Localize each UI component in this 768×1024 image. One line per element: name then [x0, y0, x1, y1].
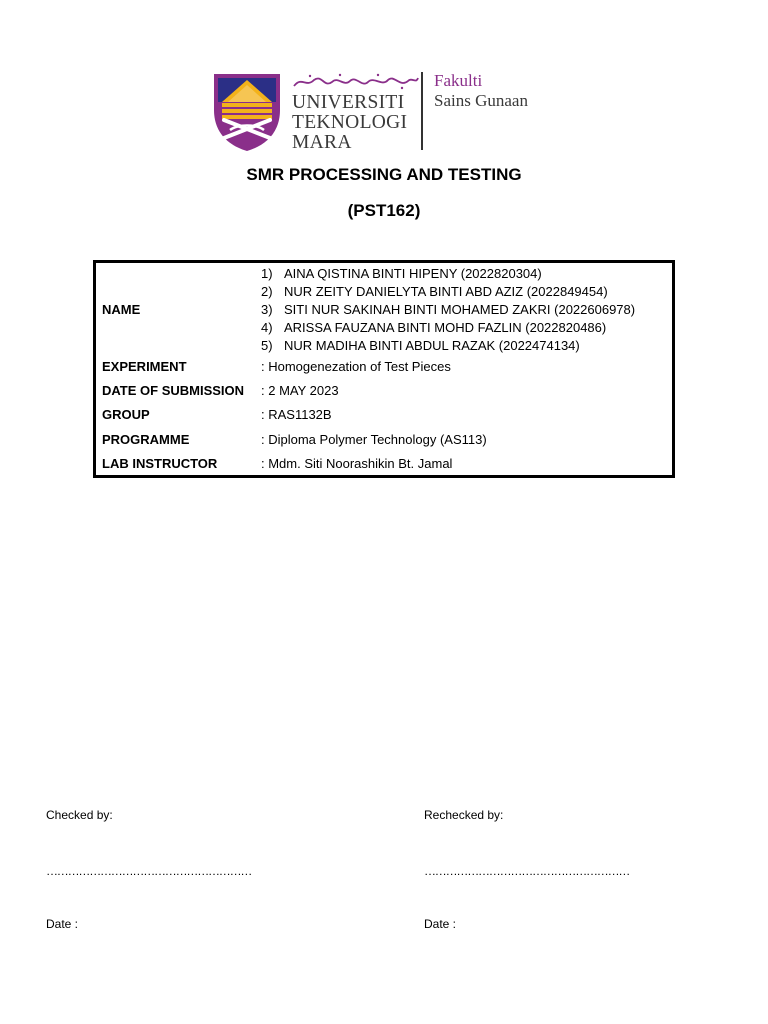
jawi-script-icon [292, 72, 420, 90]
checked-by-label: Checked by: [46, 808, 113, 822]
rechecked-by-label: Rechecked by: [424, 808, 504, 822]
uitm-logo [212, 70, 557, 154]
group-value: : RAS1132B [261, 407, 332, 422]
student-name: NUR MADIHA BINTI ABDUL RAZAK (2022474134) [284, 338, 580, 353]
list-item: 3) SITI NUR SAKINAH BINTI MOHAMED ZAKRI (2022606978) [261, 302, 636, 317]
group-label: GROUP [102, 407, 150, 422]
logo-mara: MARA [292, 132, 352, 153]
list-item: 5) NUR MADIHA BINTI ABDUL RAZAK (2022474134) [261, 338, 580, 353]
list-item: 1) AINA QISTINA BINTI HIPENY (2022820304) [261, 266, 542, 281]
date-value: : 2 MAY 2023 [261, 383, 339, 398]
student-name: ARISSA FAUZANA BINTI MOHD FAZLIN (2022820486) [284, 320, 607, 335]
instructor-label: LAB INSTRUCTOR [102, 456, 218, 471]
experiment-value: : Homogenezation of Test Pieces [261, 359, 451, 374]
jawi-university-name [292, 72, 420, 90]
name-label: NAME [102, 302, 141, 317]
experiment-label: EXPERIMENT [102, 359, 187, 374]
logo-universiti: UNIVERSITI [292, 92, 405, 113]
course-code: (PST162) [347, 201, 421, 220]
uitm-crest-icon [212, 72, 282, 152]
date-label: DATE OF SUBMISSION [102, 383, 245, 398]
programme-label: PROGRAMME [102, 432, 190, 447]
programme-value: : Diploma Polymer Technology (AS113) [261, 432, 487, 447]
rechecked-date-label: Date : [424, 917, 457, 931]
faculty-name-line1: Fakulti [434, 71, 483, 90]
list-item: 2) NUR ZEITY DANIELYTA BINTI ABD AZIZ (2022849454) [261, 284, 608, 299]
student-name: NUR ZEITY DANIELYTA BINTI ABD AZIZ (2022849454) [284, 284, 608, 299]
logo-divider [421, 72, 423, 150]
student-names-list [261, 265, 635, 355]
report-title: SMR PROCESSING AND TESTING [246, 165, 522, 184]
checked-date-label: Date : [46, 917, 79, 931]
faculty-name-line2: Sains Gunaan [434, 91, 528, 110]
student-name: AINA QISTINA BINTI HIPENY (2022820304) [284, 266, 542, 281]
student-info-table [93, 260, 675, 478]
rechecked-signature-line: ………………………………………………… [424, 864, 630, 878]
checked-signature-line: ………………………………………………… [46, 864, 252, 878]
list-item: 4) ARISSA FAUZANA BINTI MOHD FAZLIN (2022820486) [261, 320, 607, 335]
logo-teknologi: TEKNOLOGI [292, 112, 408, 133]
student-name: SITI NUR SAKINAH BINTI MOHAMED ZAKRI (2022606978) [284, 302, 636, 317]
instructor-value: : Mdm. Siti Noorashikin Bt. Jamal [261, 456, 453, 471]
